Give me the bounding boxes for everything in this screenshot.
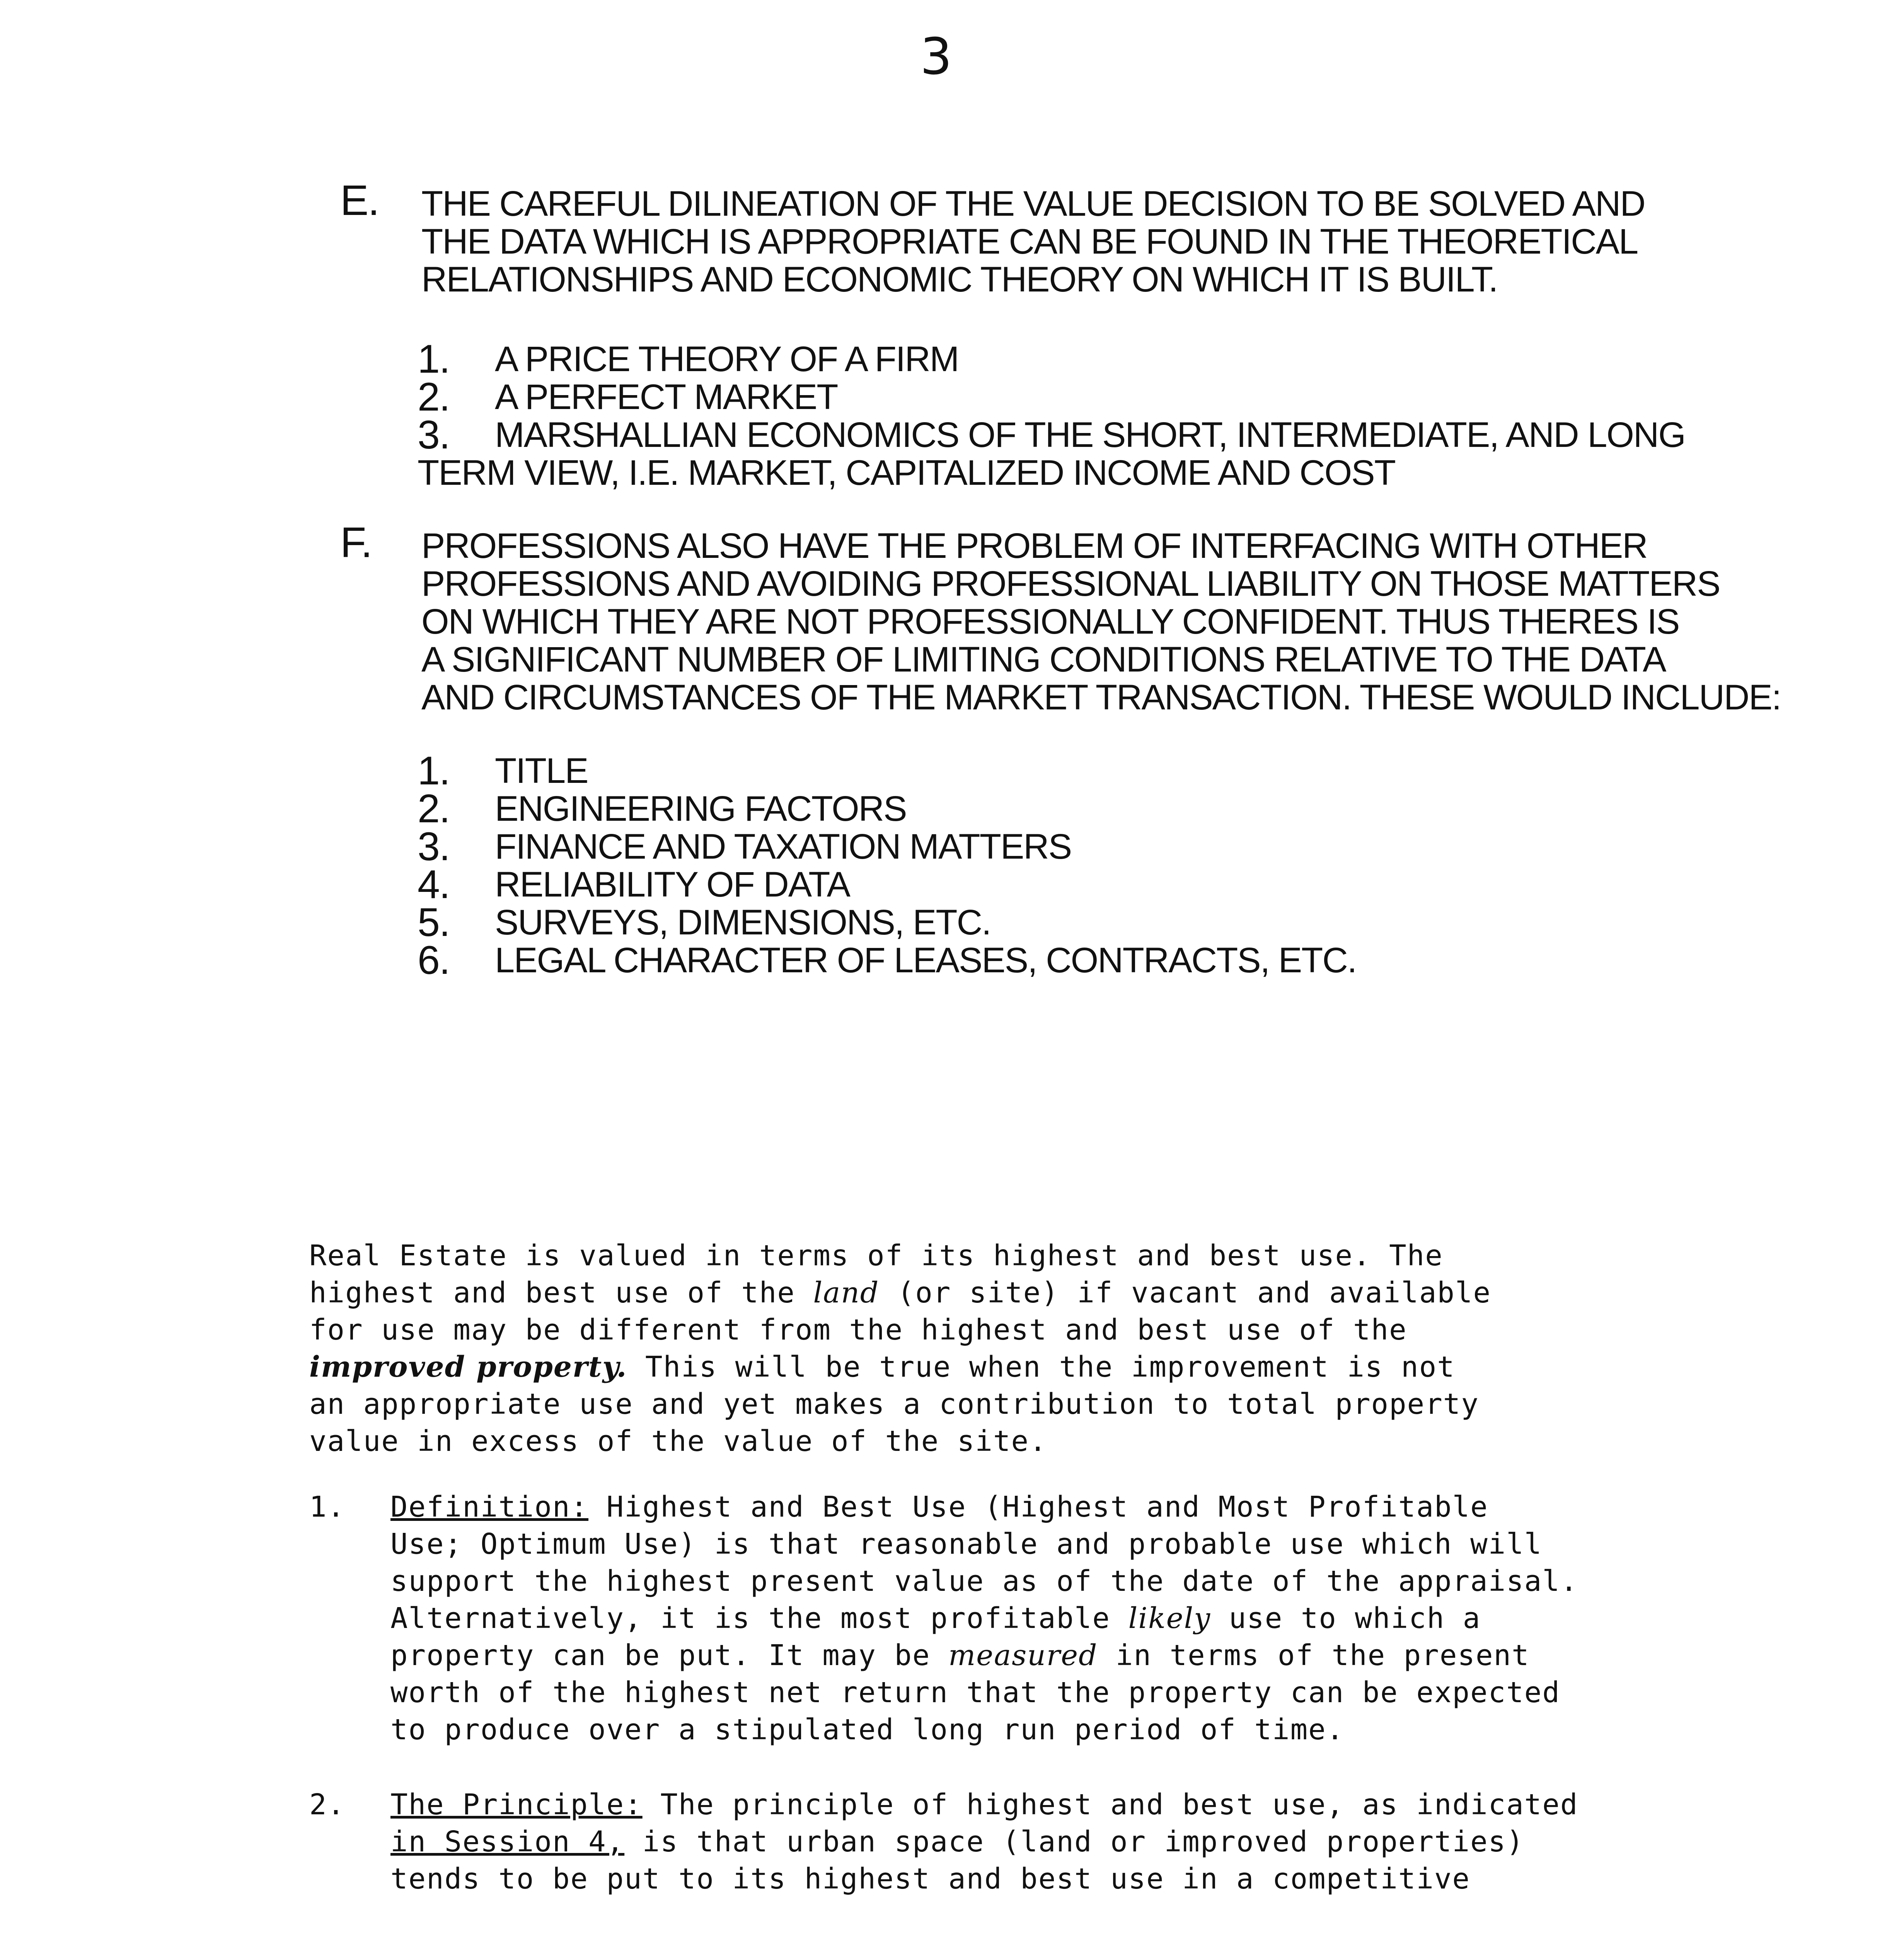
page-number: 3 [920,27,952,86]
definition-line: worth of the highest net return that the property can be expected [390,1676,1560,1709]
text-run: property can be put. It may be [390,1639,949,1672]
text-run: (or site) if vacant and available [879,1276,1491,1309]
text-run: This will be true when the improvement is not [627,1350,1455,1384]
list-item [418,375,1685,419]
list-item-text: LEGAL CHARACTER OF LEASES, CONTRACTS, ETC. [495,941,1357,980]
definition-line: Use; Optimum Use) is that reasonable and probable use which will [390,1527,1543,1561]
text-run: The principle of highest and best use, as indicated [642,1788,1578,1821]
text-run: Alternatively, it is the most profitable [390,1602,1128,1635]
principle-line [390,1823,1578,1860]
definition-line: support the highest present value as of the date of the appraisal. [390,1565,1578,1598]
definition-label: Definition: [390,1490,589,1524]
text-run: highest and best use of the [309,1276,813,1309]
session-reference: in Session 4, [390,1825,625,1858]
intro-line: for use may be different from the highest and best use of the [309,1313,1407,1347]
section-f-line: PROFESSIONS ALSO HAVE THE PROBLEM OF INTERFACING WITH OTHER [421,526,1647,566]
list-item-text: MARSHALLIAN ECONOMICS OF THE SHORT, INTERMEDIATE, AND LONG [495,415,1685,455]
section-e-line: THE DATA WHICH IS APPROPRIATE CAN BE FOUND IN THE THEORETICAL [421,222,1638,261]
list-item-text: RELIABILITY OF DATA [495,865,850,904]
text-run: use to which a [1211,1602,1481,1635]
list-item-number: 2. [418,375,450,419]
emphasis-land: land [813,1276,880,1309]
definition-line: to produce over a stipulated long run period of time. [390,1713,1345,1746]
intro-line [309,1348,1624,1386]
list-item-number: 3. [418,413,450,457]
list-item-text: A PRICE THEORY OF A FIRM [495,339,959,379]
section-e-line: THE CAREFUL DILINEATION OF THE VALUE DECISION TO BE SOLVED AND [421,184,1645,223]
list-item-number: 3. [418,824,450,869]
intro-line: Real Estate is valued in terms of its highest and best use. The [309,1239,1443,1272]
list-item [418,938,1357,983]
section-f-line: PROFESSIONS AND AVOIDING PROFESSIONAL LIABILITY ON THOSE MATTERS [421,564,1720,603]
list-item-text: ENGINEERING FACTORS [495,789,907,828]
definition-line [390,1600,1578,1637]
section-e-line: RELATIONSHIPS AND ECONOMIC THEORY ON WHICH IT IS BUILT. [421,260,1498,299]
principle-number: 2. [309,1788,346,1821]
emphasis-likely: likely [1128,1602,1211,1635]
text-run: in terms of the present [1098,1639,1530,1672]
definition-line [390,1637,1578,1674]
list-item-continuation: TERM VIEW, I.E. MARKET, CAPITALIZED INCOME AND COST [418,453,1395,493]
list-item-number: 1. [418,337,450,382]
principle-body [390,1786,1578,1897]
section-e-letter: E. [340,177,379,224]
text-run: Highest and Best Use (Highest and Most Profitable [588,1490,1488,1524]
principle-label: The Principle: [390,1788,643,1821]
list-item [418,748,1356,793]
list-item-number: 4. [418,862,450,907]
section-f-line: A SIGNIFICANT NUMBER OF LIMITING CONDITIONS RELATIVE TO THE DATA [421,640,1666,679]
principle-line: tends to be put to its highest and best use in a competitive [390,1862,1471,1895]
section-e-list [418,337,1685,493]
list-item [418,900,1356,945]
list-item-number: 1. [418,748,450,793]
definition-line [390,1488,1578,1526]
intro-line: value in excess of the value of the site. [309,1425,1047,1458]
list-item [418,786,1356,831]
list-item-number: 6. [418,938,450,983]
section-f-line: ON WHICH THEY ARE NOT PROFESSIONALLY CONFIDENT. THUS THERES IS [421,602,1679,641]
list-item-text: SURVEYS, DIMENSIONS, ETC. [495,903,991,942]
list-item-text: TITLE [495,751,588,791]
list-item-text: A PERFECT MARKET [495,377,838,417]
list-item [418,337,1685,382]
section-e-paragraph [421,185,1678,298]
section-f-list [418,748,1357,983]
definition-number: 1. [309,1490,346,1524]
emphasis-improved-property: improved property. [309,1350,627,1384]
intro-line: an appropriate use and yet makes a contribution to total property [309,1388,1479,1421]
section-f-line: AND CIRCUMSTANCES OF THE MARKET TRANSACTION. THESE WOULD INCLUDE: [421,678,1781,717]
list-item-number: 5. [418,900,450,945]
list-item [418,862,1356,907]
list-item [418,413,1685,457]
definition-body [390,1488,1578,1748]
principle-line [390,1786,1578,1823]
section-f-letter: F. [340,519,372,566]
intro-line [309,1274,1624,1311]
list-item-number: 2. [418,786,450,831]
list-item [418,824,1356,869]
text-run: is that urban space (land or improved properties) [624,1825,1524,1858]
emphasis-measured: measured [948,1639,1098,1672]
list-item-text: FINANCE AND TAXATION MATTERS [495,827,1072,866]
intro-paragraph [309,1237,1624,1460]
section-f-paragraph [421,526,1781,717]
